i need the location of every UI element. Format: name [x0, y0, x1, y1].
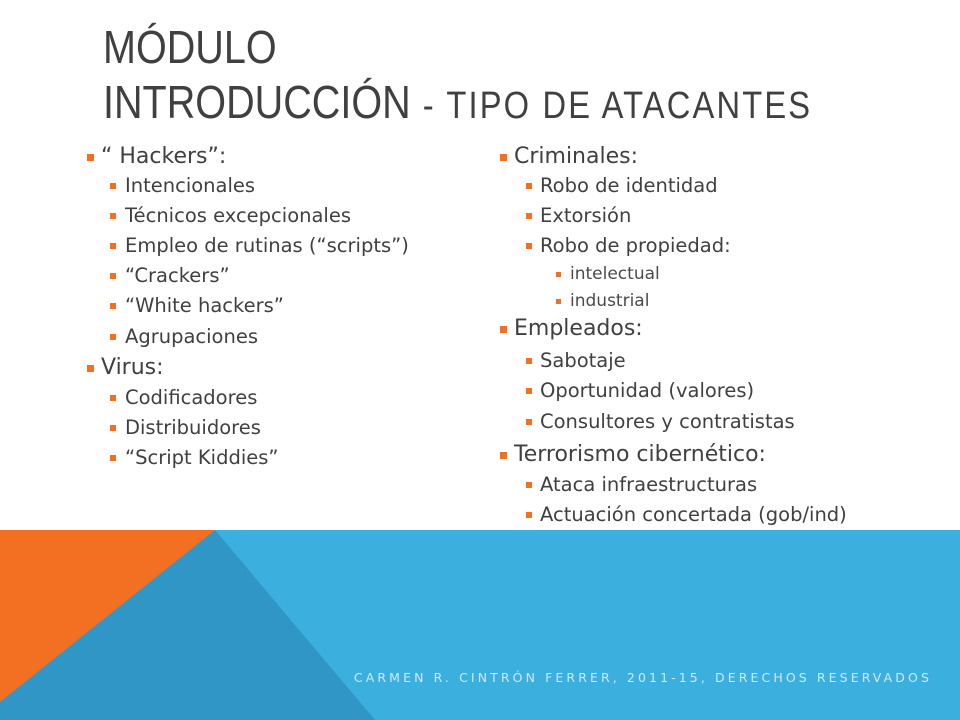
- title-subtitle: - TIPO DE ATACANTES: [422, 85, 813, 127]
- list-item: [526, 500, 847, 530]
- list-item: [556, 286, 649, 316]
- list-item-empleados: [500, 314, 643, 344]
- list-item-label: Empleados:: [514, 316, 643, 341]
- title-line-2: [103, 75, 812, 130]
- list-item: [110, 443, 279, 473]
- list-item: [110, 291, 284, 321]
- list-item-label: Robo de identidad: [540, 174, 718, 197]
- list-item-label: Intencionales: [125, 174, 256, 197]
- list-item-label: Oportunidad (valores): [540, 379, 755, 402]
- list-item: [110, 201, 351, 231]
- list-item-label: Ataca infraestructuras: [540, 473, 758, 496]
- bullet-square-icon: [526, 213, 532, 219]
- list-item: [526, 376, 754, 406]
- list-item: [526, 201, 631, 231]
- title-line-1: MÓDULO: [103, 21, 277, 73]
- list-item-label: Extorsión: [540, 204, 632, 227]
- list-item-label: Criminales:: [514, 144, 639, 169]
- list-item-label: “ Hackers”:: [101, 144, 227, 169]
- bullet-square-icon: [87, 365, 94, 372]
- footer-copyright: CARMEN R. CINTRÓN FERRER, 2011-15, DERECHOS RESERVADOS: [353, 670, 932, 685]
- list-item-label: Sabotaje: [540, 349, 626, 372]
- list-item-label: Empleo de rutinas (“scripts”): [125, 234, 409, 257]
- list-item-label: “Script Kiddies”: [125, 446, 279, 469]
- list-item-label: “Crackers”: [125, 264, 230, 287]
- list-item-label: Actuación concertada (gob/ind): [540, 503, 847, 526]
- list-item-label: Técnicos excepcionales: [125, 204, 352, 227]
- bullet-square-icon: [526, 419, 532, 425]
- list-item-label: Codificadores: [125, 386, 258, 409]
- list-item-label: “White hackers”: [125, 294, 284, 317]
- list-item-label: Virus:: [101, 355, 164, 380]
- list-item-terrorismo: [500, 440, 766, 470]
- bullet-square-icon: [110, 455, 116, 461]
- list-item-label: intelectual: [570, 264, 660, 284]
- bullet-square-icon: [110, 334, 116, 340]
- list-item: [110, 261, 230, 291]
- bullet-square-icon: [526, 358, 532, 364]
- list-item-label: Terrorismo cibernético:: [514, 442, 766, 467]
- list-item: [526, 231, 731, 261]
- list-item: [526, 407, 795, 437]
- bullet-square-icon: [500, 326, 507, 333]
- bullet-square-icon: [556, 272, 561, 277]
- list-item: [110, 322, 258, 352]
- list-item: [110, 383, 257, 413]
- list-item-virus: [87, 353, 164, 383]
- bullet-square-icon: [110, 273, 116, 279]
- list-item: [526, 171, 718, 201]
- list-item: [556, 259, 660, 289]
- list-item-label: Consultores y contratistas: [540, 410, 795, 433]
- list-item-criminales: [500, 142, 638, 172]
- bullet-square-icon: [110, 243, 116, 249]
- bullet-square-icon: [110, 183, 116, 189]
- list-item: [110, 171, 255, 201]
- bullet-square-icon: [500, 154, 507, 161]
- bullet-square-icon: [526, 243, 532, 249]
- list-item-hackers: [87, 142, 226, 172]
- bullet-square-icon: [526, 482, 532, 488]
- list-item: [526, 346, 626, 376]
- list-item: [110, 413, 261, 443]
- slide-title: [103, 20, 812, 130]
- title-main: INTRODUCCIÓN: [103, 76, 411, 128]
- bullet-square-icon: [110, 303, 116, 309]
- bullet-square-icon: [500, 452, 507, 459]
- decorative-band: [0, 530, 960, 720]
- bullet-square-icon: [110, 425, 116, 431]
- list-item-label: Robo de propiedad:: [540, 234, 731, 257]
- bullet-square-icon: [526, 512, 532, 518]
- bullet-square-icon: [526, 183, 532, 189]
- list-item: [526, 470, 757, 500]
- list-item-label: industrial: [570, 291, 650, 311]
- list-item: [110, 231, 409, 261]
- bullet-square-icon: [110, 213, 116, 219]
- bullet-square-icon: [110, 395, 116, 401]
- list-item-label: Distribuidores: [125, 416, 261, 439]
- bullet-square-icon: [556, 299, 561, 304]
- list-item-label: Agrupaciones: [125, 325, 259, 348]
- bullet-square-icon: [526, 388, 532, 394]
- bullet-square-icon: [87, 154, 94, 161]
